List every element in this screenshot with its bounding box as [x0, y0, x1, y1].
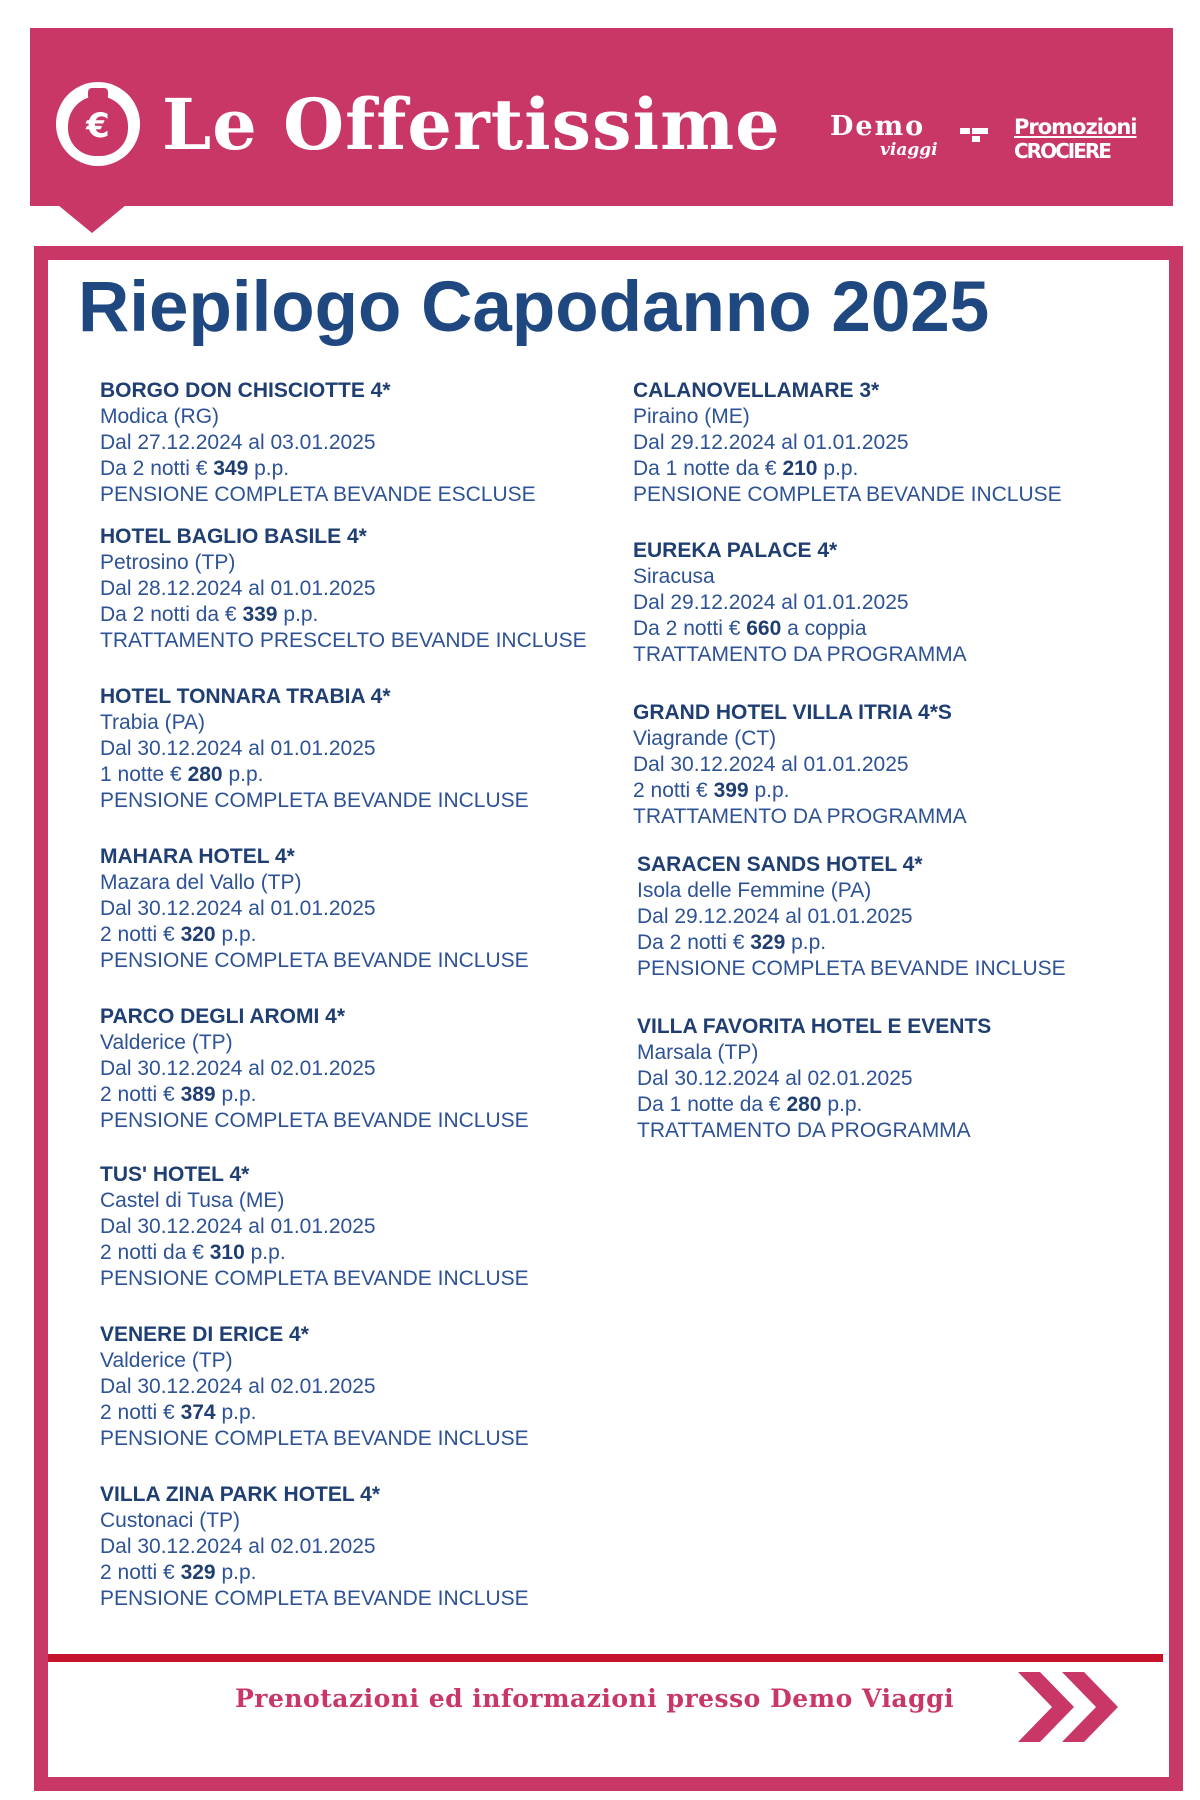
offer-location: Marsala (TP) [637, 1041, 759, 1064]
offer-location: Petrosino (TP) [100, 551, 236, 574]
offer-board: TRATTAMENTO DA PROGRAMMA [633, 643, 967, 666]
offer-item [633, 378, 1153, 508]
offer-item [633, 700, 1153, 830]
offer-board: PENSIONE COMPLETA BEVANDE INCLUSE [100, 789, 529, 812]
offer-price: 2 notti € 399 p.p. [633, 779, 790, 802]
offer-dates: Dal 30.12.2024 al 01.01.2025 [100, 737, 376, 760]
offer-price: Da 2 notti € 329 p.p. [637, 931, 827, 954]
offer-location: Modica (RG) [100, 405, 220, 428]
offer-location: Piraino (ME) [633, 405, 750, 428]
offer-price: 1 notte € 280 p.p. [100, 763, 264, 786]
offer-dates: Dal 30.12.2024 al 01.01.2025 [100, 1215, 376, 1238]
footer-contact-text: Prenotazioni ed informazioni presso Demo Viaggi [235, 1684, 955, 1713]
offer-board: PENSIONE COMPLETA BEVANDE ESCLUSE [100, 483, 536, 506]
offer-board: PENSIONE COMPLETA BEVANDE INCLUSE [100, 1587, 529, 1610]
brand-demo-mark-icon [960, 128, 988, 142]
offer-location: Trabia (PA) [100, 711, 206, 734]
brand-promo-sub: CROCIERE [1014, 139, 1110, 163]
offer-dates: Dal 29.12.2024 al 01.01.2025 [637, 905, 913, 928]
offer-name: HOTEL TONNARA TRABIA 4* [100, 685, 391, 708]
offer-name: SARACEN SANDS HOTEL 4* [637, 853, 923, 876]
offer-name: EUREKA PALACE 4* [633, 539, 838, 562]
offer-dates: Dal 30.12.2024 al 02.01.2025 [100, 1375, 376, 1398]
offer-item [100, 1004, 620, 1134]
offer-price: 2 notti € 389 p.p. [100, 1083, 257, 1106]
offer-board: PENSIONE COMPLETA BEVANDE INCLUSE [100, 1427, 529, 1450]
offer-price: Da 2 notti € 349 p.p. [100, 457, 290, 480]
offer-board: TRATTAMENTO PRESCELTO BEVANDE INCLUSE [100, 629, 587, 652]
offer-dates: Dal 30.12.2024 al 01.01.2025 [633, 753, 909, 776]
offer-location: Mazara del Vallo (TP) [100, 871, 302, 894]
offer-item [633, 538, 1153, 668]
page-title: Riepilogo Capodanno 2025 [78, 268, 990, 347]
offer-board: TRATTAMENTO DA PROGRAMMA [633, 805, 967, 828]
offer-item [100, 1322, 620, 1452]
offer-price: 2 notti € 374 p.p. [100, 1401, 257, 1424]
offer-item [637, 852, 1157, 982]
offer-name: BORGO DON CHISCIOTTE 4* [100, 379, 391, 402]
brand-demo-sub: viaggi [880, 140, 938, 160]
offer-location: Valderice (TP) [100, 1031, 233, 1054]
offer-item [100, 844, 620, 974]
euro-symbol: € [68, 96, 128, 156]
offer-board: PENSIONE COMPLETA BEVANDE INCLUSE [637, 957, 1066, 980]
offer-dates: Dal 28.12.2024 al 01.01.2025 [100, 577, 376, 600]
offer-name: CALANOVELLAMARE 3* [633, 379, 880, 402]
offer-dates: Dal 30.12.2024 al 02.01.2025 [100, 1057, 376, 1080]
offer-location: Valderice (TP) [100, 1349, 233, 1372]
footer-divider [48, 1654, 1163, 1662]
offer-board: PENSIONE COMPLETA BEVANDE INCLUSE [100, 949, 529, 972]
banner-notch [58, 205, 126, 233]
offer-price: Da 2 notti da € 339 p.p. [100, 603, 319, 626]
offer-location: Isola delle Femmine (PA) [637, 879, 872, 902]
offer-item [100, 524, 620, 654]
offer-item [100, 1482, 620, 1612]
money-bag-euro-icon [56, 82, 140, 166]
offer-board: TRATTAMENTO DA PROGRAMMA [637, 1119, 971, 1142]
offer-item [100, 1162, 620, 1292]
offer-location: Siracusa [633, 565, 715, 588]
brand-demo-logo: Demo [830, 111, 926, 142]
brand-promo-logo: Promozioni [1014, 115, 1137, 139]
offer-item [637, 1014, 1157, 1144]
offer-name: MAHARA HOTEL 4* [100, 845, 295, 868]
offer-dates: Dal 27.12.2024 al 03.01.2025 [100, 431, 376, 454]
offer-dates: Dal 29.12.2024 al 01.01.2025 [633, 431, 909, 454]
offer-location: Castel di Tusa (ME) [100, 1189, 285, 1212]
offer-name: PARCO DEGLI AROMI 4* [100, 1005, 346, 1028]
offer-price: Da 1 notte da € 210 p.p. [633, 457, 859, 480]
offer-location: Custonaci (TP) [100, 1509, 241, 1532]
offer-name: VENERE DI ERICE 4* [100, 1323, 309, 1346]
offer-name: VILLA FAVORITA HOTEL E EVENTS [637, 1015, 992, 1038]
offer-dates: Dal 30.12.2024 al 01.01.2025 [100, 897, 376, 920]
banner-title: Le Offertissime [162, 83, 781, 166]
offer-name: HOTEL BAGLIO BASILE 4* [100, 525, 367, 548]
offer-dates: Dal 30.12.2024 al 02.01.2025 [637, 1067, 913, 1090]
offer-price: 2 notti € 320 p.p. [100, 923, 257, 946]
offer-item [100, 378, 620, 508]
offer-price: 2 notti da € 310 p.p. [100, 1241, 286, 1264]
offer-price: Da 1 notte da € 280 p.p. [637, 1093, 863, 1116]
offer-price: 2 notti € 329 p.p. [100, 1561, 257, 1584]
offer-price: Da 2 notti € 660 a coppia [633, 617, 867, 640]
offer-item [100, 684, 620, 814]
offer-name: TUS' HOTEL 4* [100, 1163, 250, 1186]
offer-dates: Dal 29.12.2024 al 01.01.2025 [633, 591, 909, 614]
offer-name: VILLA ZINA PARK HOTEL 4* [100, 1483, 381, 1506]
offer-location: Viagrande (CT) [633, 727, 777, 750]
double-chevron-right-icon [1018, 1672, 1130, 1742]
offer-board: PENSIONE COMPLETA BEVANDE INCLUSE [100, 1267, 529, 1290]
offer-board: PENSIONE COMPLETA BEVANDE INCLUSE [100, 1109, 529, 1132]
offer-dates: Dal 30.12.2024 al 02.01.2025 [100, 1535, 376, 1558]
offer-name: GRAND HOTEL VILLA ITRIA 4*S [633, 701, 952, 724]
offer-board: PENSIONE COMPLETA BEVANDE INCLUSE [633, 483, 1062, 506]
